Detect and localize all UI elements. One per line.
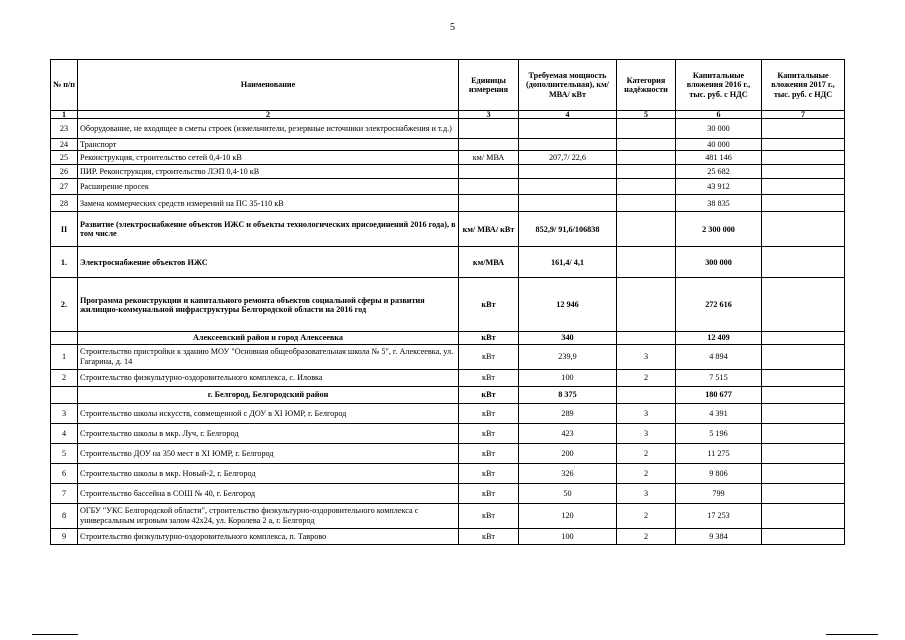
table-row	[51, 278, 845, 332]
cell-num: 8	[51, 503, 78, 528]
cell-num: 6	[51, 463, 78, 483]
cell-unit	[459, 195, 519, 212]
cell-category: 2	[617, 528, 676, 544]
footnote-rule-right	[826, 634, 878, 635]
table-row	[51, 151, 845, 165]
cell-power	[519, 165, 617, 179]
column-number: 4	[519, 111, 617, 119]
cell-unit: кВт	[459, 278, 519, 332]
cell-category	[617, 179, 676, 195]
cell-unit: км/ МВА	[459, 151, 519, 165]
table-row	[51, 463, 845, 483]
cell-cap2016: 9 806	[676, 463, 762, 483]
cell-cap2017	[762, 443, 845, 463]
cell-category: 2	[617, 369, 676, 386]
cell-power: 8 375	[519, 386, 617, 403]
cell-unit: кВт	[459, 483, 519, 503]
cell-unit: кВт	[459, 332, 519, 344]
table-row	[51, 369, 845, 386]
cell-unit: кВт	[459, 463, 519, 483]
cell-power: 50	[519, 483, 617, 503]
cell-unit: кВт	[459, 386, 519, 403]
header-cap2017: Капитальные вложения 2017 г., тыс. руб. с НДС	[762, 60, 845, 111]
cell-category: 3	[617, 403, 676, 423]
cell-power	[519, 195, 617, 212]
cell-num: 2	[51, 369, 78, 386]
cell-num	[51, 332, 78, 344]
table-row	[51, 212, 845, 247]
cell-power: 100	[519, 528, 617, 544]
table-row	[51, 344, 845, 369]
cell-num: 3	[51, 403, 78, 423]
cell-num: 7	[51, 483, 78, 503]
cell-name: Строительство ДОУ на 350 мест в XI ЮМР, г. Белгород	[78, 443, 459, 463]
cell-cap2016: 4 391	[676, 403, 762, 423]
cell-cap2017	[762, 119, 845, 139]
cell-name: Развитие (электроснабжение объектов ИЖС и объекты технологических присоединений 2016 года), в том числе	[78, 212, 459, 247]
cell-power: 161,4/ 4,1	[519, 247, 617, 278]
cell-cap2016: 25 682	[676, 165, 762, 179]
cell-power	[519, 139, 617, 151]
cell-name: Электроснабжение объектов ИЖС	[78, 247, 459, 278]
table-row	[51, 139, 845, 151]
cell-num: 25	[51, 151, 78, 165]
cell-category	[617, 332, 676, 344]
cell-power: 207,7/ 22,6	[519, 151, 617, 165]
cell-cap2016: 4 894	[676, 344, 762, 369]
cell-num: 24	[51, 139, 78, 151]
cell-cap2017	[762, 278, 845, 332]
cell-num	[51, 386, 78, 403]
capital-investment-table	[50, 59, 845, 545]
cell-power: 289	[519, 403, 617, 423]
header-name: Наименование	[78, 60, 459, 111]
cell-num: 9	[51, 528, 78, 544]
header-row	[51, 60, 845, 111]
cell-cap2017	[762, 179, 845, 195]
cell-unit	[459, 119, 519, 139]
cell-cap2016: 7 515	[676, 369, 762, 386]
cell-num: 23	[51, 119, 78, 139]
cell-cap2017	[762, 139, 845, 151]
cell-cap2016: 30 000	[676, 119, 762, 139]
column-number: 1	[51, 111, 78, 119]
cell-cap2016: 5 196	[676, 423, 762, 443]
cell-cap2016: 300 000	[676, 247, 762, 278]
table-row	[51, 443, 845, 463]
header-unit: Единицы измерения	[459, 60, 519, 111]
cell-cap2017	[762, 369, 845, 386]
cell-cap2016: 2 300 000	[676, 212, 762, 247]
cell-cap2017	[762, 528, 845, 544]
cell-cap2016: 180 677	[676, 386, 762, 403]
cell-unit	[459, 139, 519, 151]
cell-cap2017	[762, 165, 845, 179]
cell-category: 2	[617, 503, 676, 528]
cell-cap2016: 9 384	[676, 528, 762, 544]
column-number: 7	[762, 111, 845, 119]
cell-cap2017	[762, 463, 845, 483]
cell-power: 200	[519, 443, 617, 463]
cell-power	[519, 119, 617, 139]
cell-num: 4	[51, 423, 78, 443]
column-number: 3	[459, 111, 519, 119]
cell-category	[617, 139, 676, 151]
table-row	[51, 179, 845, 195]
header-cap2016: Капитальные вложения 2016 г., тыс. руб. с НДС	[676, 60, 762, 111]
cell-category	[617, 278, 676, 332]
cell-name: Замена коммерческих средств измерений на ПС 35-110 кВ	[78, 195, 459, 212]
cell-num: 27	[51, 179, 78, 195]
table-row	[51, 528, 845, 544]
table-row	[51, 403, 845, 423]
cell-unit: км/ МВА/ кВт	[459, 212, 519, 247]
cell-category	[617, 165, 676, 179]
cell-num: 1.	[51, 247, 78, 278]
column-number-row	[51, 111, 845, 119]
cell-name: Строительство физкультурно-оздоровительного комплекса, с. Иловка	[78, 369, 459, 386]
cell-unit: кВт	[459, 528, 519, 544]
cell-cap2017	[762, 483, 845, 503]
cell-name: Строительство физкультурно-оздоровительного комплекса, п. Таврово	[78, 528, 459, 544]
header-power: Требуемая мощность (дополнительная), км/ МВА/ кВт	[519, 60, 617, 111]
cell-cap2016: 38 835	[676, 195, 762, 212]
cell-name: Программа реконструкции и капитального ремонта объектов социальной сферы и развития жилищно-коммунальной инфраструктуры Белгородской области на 2016 год	[78, 278, 459, 332]
cell-name: Строительство бассейна в СОШ № 40, г. Белгород	[78, 483, 459, 503]
cell-cap2016: 481 146	[676, 151, 762, 165]
column-number: 2	[78, 111, 459, 119]
cell-cap2016: 12 409	[676, 332, 762, 344]
cell-name: г. Белгород, Белгородский район	[78, 386, 459, 403]
cell-cap2016: 11 275	[676, 443, 762, 463]
table-body	[51, 119, 845, 545]
cell-num: 28	[51, 195, 78, 212]
table-row	[51, 332, 845, 344]
table-row	[51, 423, 845, 443]
cell-unit: кВт	[459, 443, 519, 463]
cell-category	[617, 386, 676, 403]
cell-category	[617, 195, 676, 212]
table-row	[51, 119, 845, 139]
cell-cap2017	[762, 386, 845, 403]
cell-unit: кВт	[459, 344, 519, 369]
cell-power: 326	[519, 463, 617, 483]
cell-name: Строительство пристройки к зданию МОУ "Основная общеобразовательная школа № 5", г. Алексеевка, ул. Гагарина, д. 14	[78, 344, 459, 369]
cell-num: 1	[51, 344, 78, 369]
cell-num: 2.	[51, 278, 78, 332]
cell-cap2017	[762, 151, 845, 165]
cell-name: ПИР. Реконструкция, строительство ЛЭП 0,4-10 кВ	[78, 165, 459, 179]
cell-category: 2	[617, 443, 676, 463]
cell-category	[617, 212, 676, 247]
cell-name: Реконструкция, строительство сетей 0,4-10 кВ	[78, 151, 459, 165]
cell-category: 2	[617, 463, 676, 483]
table-row	[51, 195, 845, 212]
header-category: Категория надёжности	[617, 60, 676, 111]
cell-cap2017	[762, 212, 845, 247]
cell-unit: кВт	[459, 503, 519, 528]
table-row	[51, 165, 845, 179]
cell-category	[617, 151, 676, 165]
table-row	[51, 503, 845, 528]
cell-cap2016: 40 000	[676, 139, 762, 151]
cell-category: 3	[617, 483, 676, 503]
column-number: 5	[617, 111, 676, 119]
cell-num: 26	[51, 165, 78, 179]
cell-cap2017	[762, 247, 845, 278]
cell-cap2017	[762, 403, 845, 423]
cell-power: 239,9	[519, 344, 617, 369]
cell-unit: кВт	[459, 423, 519, 443]
cell-name: Алексеевский район и город Алексеевка	[78, 332, 459, 344]
cell-num: II	[51, 212, 78, 247]
cell-name: Строительство школы в мкр. Новый-2, г. Белгород	[78, 463, 459, 483]
cell-name: Строительство школы в мкр. Луч, г. Белгород	[78, 423, 459, 443]
cell-power: 852,9/ 91,6/106838	[519, 212, 617, 247]
cell-num: 5	[51, 443, 78, 463]
cell-power: 100	[519, 369, 617, 386]
cell-power: 340	[519, 332, 617, 344]
cell-name: Расширение просек	[78, 179, 459, 195]
cell-cap2016: 17 253	[676, 503, 762, 528]
cell-cap2017	[762, 332, 845, 344]
cell-name: Оборудование, не входящее в сметы строек (измельчители, резервные источники электроснабжения и т.д.)	[78, 119, 459, 139]
cell-name: ОГБУ "УКС Белгородской области", строительство физкультурно-оздоровительного комплекса с универсальным игровым залом 42х24, ул. Королева 2 а, г. Белгород	[78, 503, 459, 528]
table-row	[51, 247, 845, 278]
cell-category	[617, 119, 676, 139]
cell-cap2017	[762, 344, 845, 369]
cell-cap2017	[762, 503, 845, 528]
cell-cap2017	[762, 195, 845, 212]
footnote-rule-left	[32, 634, 78, 635]
cell-unit: км/МВА	[459, 247, 519, 278]
cell-name: Строительство школы искусств, совмещенной с ДОУ в XI ЮМР, г. Белгород	[78, 403, 459, 423]
column-number: 6	[676, 111, 762, 119]
table-row	[51, 386, 845, 403]
cell-category	[617, 247, 676, 278]
cell-power: 12 946	[519, 278, 617, 332]
cell-unit	[459, 165, 519, 179]
table-row	[51, 483, 845, 503]
cell-power	[519, 179, 617, 195]
cell-power: 120	[519, 503, 617, 528]
cell-unit	[459, 179, 519, 195]
cell-cap2016: 799	[676, 483, 762, 503]
page-number: 5	[450, 22, 455, 33]
cell-category: 3	[617, 423, 676, 443]
cell-cap2016: 43 912	[676, 179, 762, 195]
header-num: № п/п	[51, 60, 78, 111]
cell-cap2017	[762, 423, 845, 443]
cell-unit: кВт	[459, 403, 519, 423]
cell-name: Транспорт	[78, 139, 459, 151]
cell-power: 423	[519, 423, 617, 443]
cell-unit: кВт	[459, 369, 519, 386]
cell-category: 3	[617, 344, 676, 369]
cell-cap2016: 272 616	[676, 278, 762, 332]
